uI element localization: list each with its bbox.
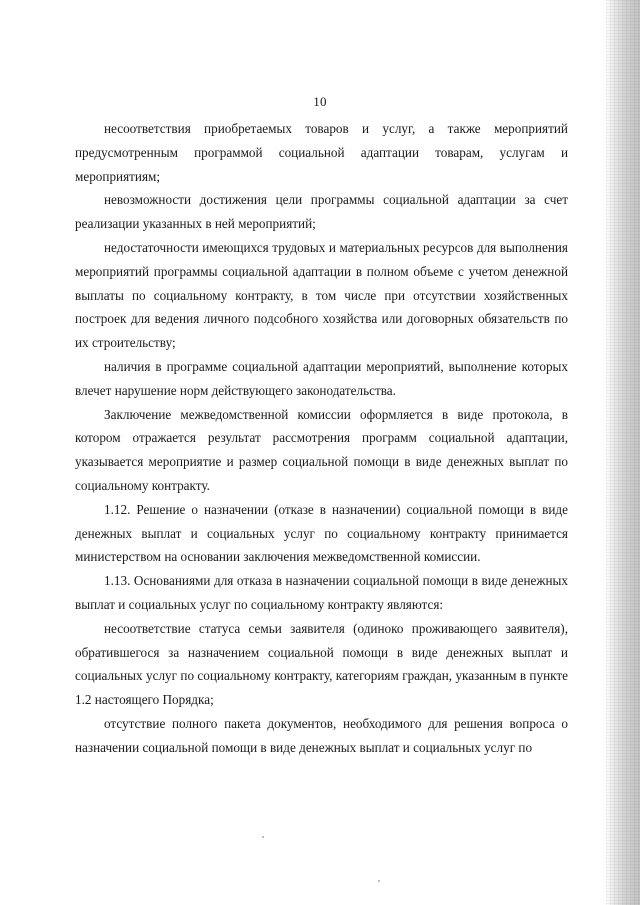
page-number: 10 [313, 94, 327, 109]
paragraph: Заключение межведомственной комиссии оформляется в виде протокола, в котором отражается результат рассмотрения программ социальной адаптации, указывается мероприятие и размер социальной помощи в виде денежных выплат по социальному контракту. [75, 406, 568, 493]
scan-edge-artifact [606, 0, 640, 905]
document-body [75, 117, 568, 760]
paragraph: наличия в программе социальной адаптации мероприятий, выполнение которых влечет нарушение норм действующего законодательства. [75, 358, 568, 398]
paragraph: 1.13. Основаниями для отказа в назначении социальной помощи в виде денежных выплат и социальных услуг по социальному контракту являются: [75, 573, 568, 612]
scan-speck [262, 836, 264, 838]
paragraph: отсутствие полного пакета документов, необходимого для решения вопроса о назначении социальной помощи в виде денежных выплат и социальных услуг по [75, 715, 568, 755]
paragraph: невозможности достижения цели программы социальной адаптации за счет реализации указанных в ней мероприятий; [75, 192, 568, 232]
paragraph: 1.12. Решение о назначении (отказе в назначении) социальной помощи в виде денежных выплат и социальных услуг по социальному контракту принимается министерством на основании заключения межведомственной комиссии. [75, 501, 568, 565]
scan-speck [378, 880, 380, 882]
paragraph: несоответствие статуса семьи заявителя (одиноко проживающего заявителя), обратившегося за назначением социальной помощи в виде денежных выплат и социальных услуг по социальному контракту, категориям граждан, указанным в пункте 1.2 настоящего Порядка; [75, 620, 568, 708]
paragraph: несоответствия приобретаемых товаров и услуг, а также мероприятий предусмотренным программой социальной адаптации товарам, услугам и мероприятиям; [75, 121, 568, 184]
paragraph: недостаточности имеющихся трудовых и материальных ресурсов для выполнения мероприятий программы социальной адаптации в полном объеме с учетом денежной выплаты по социальному контракту, в том числе при отсутствии хозяйственных построек для ведения личного подсобного хозяйства или договорных обязательств по их строительству; [75, 239, 568, 351]
